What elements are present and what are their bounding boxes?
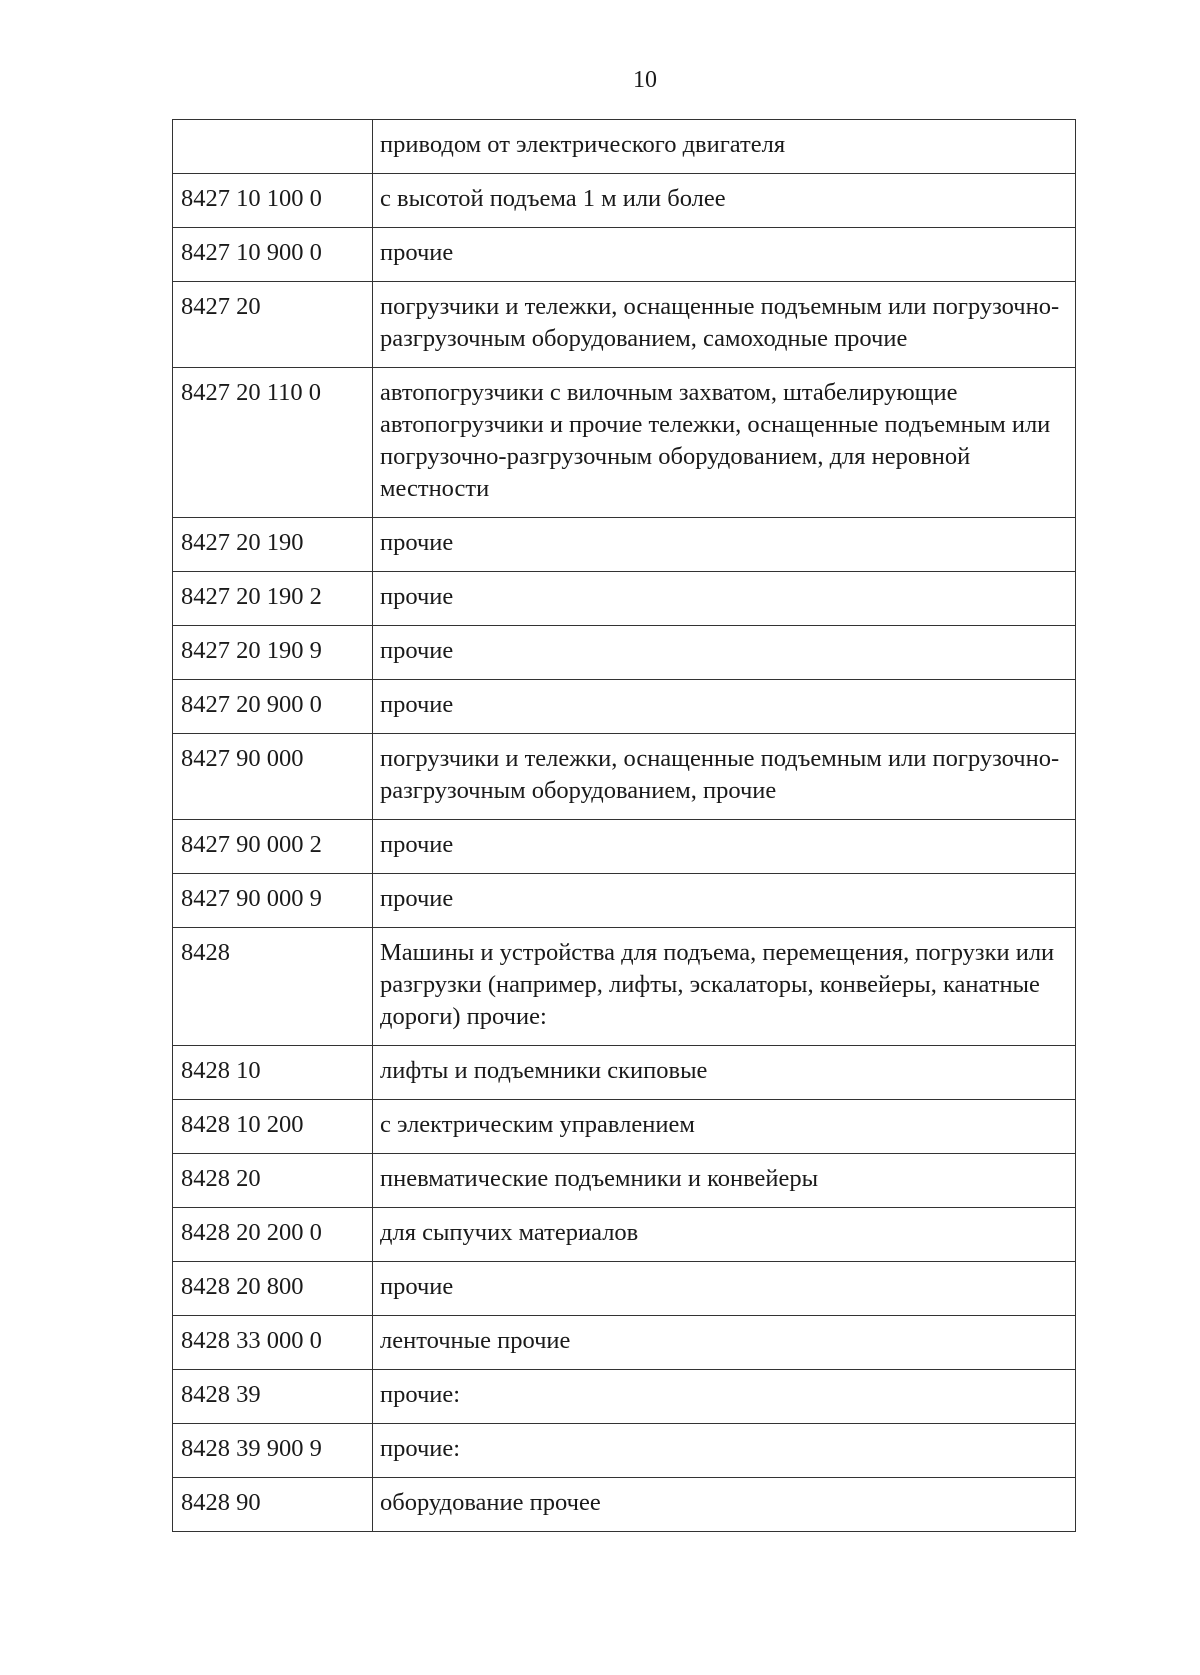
description-cell: погрузчики и тележки, оснащенные подъемным или погрузочно-разгрузочным оборудованием, прочие — [373, 734, 1076, 820]
table-body — [173, 120, 1076, 1532]
table-row — [173, 174, 1076, 228]
code-cell: 8427 90 000 2 — [173, 820, 373, 874]
code-cell: 8427 90 000 — [173, 734, 373, 820]
table-row — [173, 1046, 1076, 1100]
table-row — [173, 1478, 1076, 1532]
table-row — [173, 282, 1076, 368]
table-row — [173, 518, 1076, 572]
table-row — [173, 680, 1076, 734]
description-cell: Машины и устройства для подъема, перемещения, погрузки или разгрузки (например, лифты, эскалаторы, конвейеры, канатные дороги) прочие: — [373, 928, 1076, 1046]
code-cell: 8428 — [173, 928, 373, 1046]
table-row — [173, 1370, 1076, 1424]
description-cell: лифты и подъемники скиповые — [373, 1046, 1076, 1100]
code-cell: 8427 20 190 9 — [173, 626, 373, 680]
page-number: 10 — [633, 67, 657, 93]
code-cell — [173, 120, 373, 174]
code-cell: 8428 39 900 9 — [173, 1424, 373, 1478]
description-cell: прочие: — [373, 1424, 1076, 1478]
description-cell: пневматические подъемники и конвейеры — [373, 1154, 1076, 1208]
description-cell: прочие — [373, 680, 1076, 734]
table-row — [173, 1100, 1076, 1154]
description-cell: с электрическим управлением — [373, 1100, 1076, 1154]
table-row — [173, 1208, 1076, 1262]
code-cell: 8427 10 100 0 — [173, 174, 373, 228]
description-cell: прочие — [373, 572, 1076, 626]
code-cell: 8427 20 900 0 — [173, 680, 373, 734]
table-row — [173, 874, 1076, 928]
code-cell: 8427 10 900 0 — [173, 228, 373, 282]
code-cell: 8428 10 — [173, 1046, 373, 1100]
code-cell: 8427 20 110 0 — [173, 368, 373, 518]
description-cell: прочие — [373, 874, 1076, 928]
code-cell: 8427 90 000 9 — [173, 874, 373, 928]
description-cell: ленточные прочие — [373, 1316, 1076, 1370]
description-cell: прочие — [373, 626, 1076, 680]
description-cell: прочие — [373, 820, 1076, 874]
code-cell: 8427 20 190 — [173, 518, 373, 572]
description-cell: автопогрузчики с вилочным захватом, штабелирующие автопогрузчики и прочие тележки, оснащенные подъемным или погрузочно-разгрузочным оборудованием, для неровной местности — [373, 368, 1076, 518]
description-cell: оборудование прочее — [373, 1478, 1076, 1532]
code-cell: 8428 90 — [173, 1478, 373, 1532]
table-row — [173, 928, 1076, 1046]
table-row — [173, 1154, 1076, 1208]
code-cell: 8427 20 — [173, 282, 373, 368]
table-row — [173, 820, 1076, 874]
table-row — [173, 572, 1076, 626]
description-cell: погрузчики и тележки, оснащенные подъемным или погрузочно-разгрузочным оборудованием, самоходные прочие — [373, 282, 1076, 368]
table-row — [173, 1262, 1076, 1316]
table-row — [173, 734, 1076, 820]
table-row — [173, 228, 1076, 282]
code-cell: 8428 20 200 0 — [173, 1208, 373, 1262]
description-cell: для сыпучих материалов — [373, 1208, 1076, 1262]
description-cell: приводом от электрического двигателя — [373, 120, 1076, 174]
table-row — [173, 1424, 1076, 1478]
table-row — [173, 1316, 1076, 1370]
description-cell: прочие — [373, 228, 1076, 282]
table-row — [173, 368, 1076, 518]
code-cell: 8428 10 200 — [173, 1100, 373, 1154]
description-cell: прочие — [373, 518, 1076, 572]
code-cell: 8428 20 800 — [173, 1262, 373, 1316]
description-cell: прочие — [373, 1262, 1076, 1316]
code-cell: 8428 20 — [173, 1154, 373, 1208]
code-cell: 8428 33 000 0 — [173, 1316, 373, 1370]
description-cell: с высотой подъема 1 м или более — [373, 174, 1076, 228]
code-cell: 8427 20 190 2 — [173, 572, 373, 626]
code-cell: 8428 39 — [173, 1370, 373, 1424]
tariff-code-table — [172, 119, 1076, 1532]
description-cell: прочие: — [373, 1370, 1076, 1424]
table-row — [173, 626, 1076, 680]
table-row — [173, 120, 1076, 174]
